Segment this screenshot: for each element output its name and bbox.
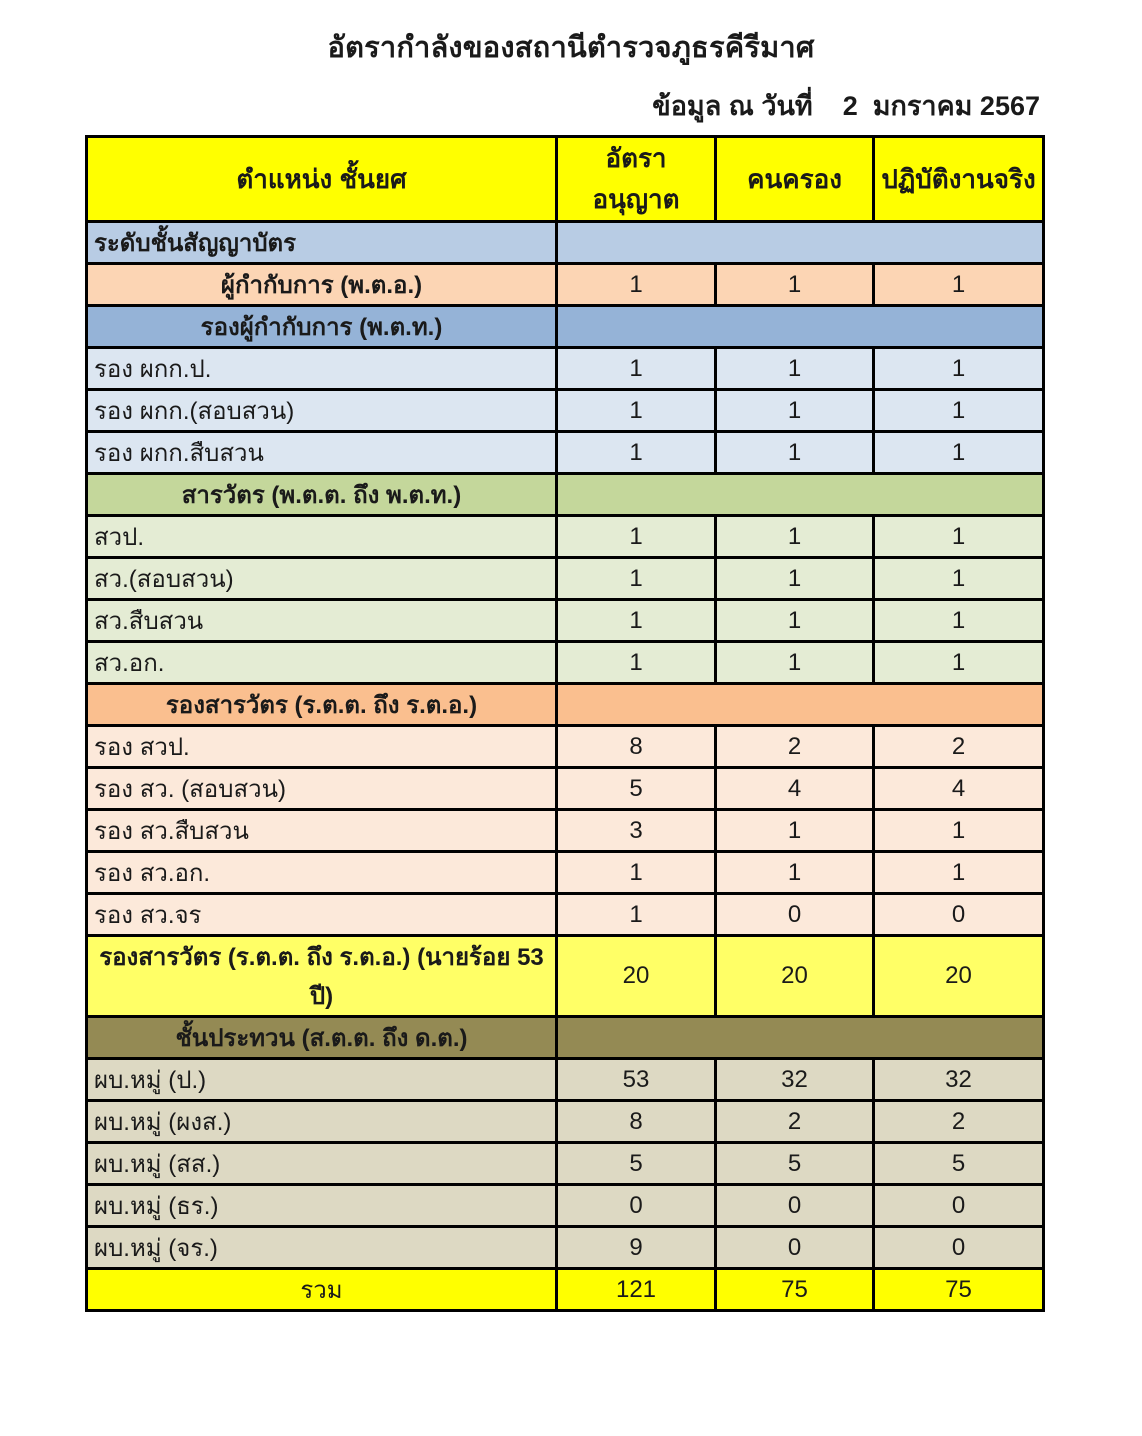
row-value: 75 [716, 1269, 874, 1311]
row-label: รอง ผกก.(สอบสวน) [87, 390, 557, 432]
row-label: สวป. [87, 516, 557, 558]
row-value: 4 [716, 768, 874, 810]
row-value: 75 [874, 1269, 1044, 1311]
row-value: 1 [874, 642, 1044, 684]
row-value: 1 [557, 390, 716, 432]
table-row [87, 894, 1044, 936]
row-value: 1 [716, 516, 874, 558]
row-value: 2 [874, 726, 1044, 768]
row-value: 1 [716, 810, 874, 852]
row-value: 2 [716, 726, 874, 768]
table-row [87, 768, 1044, 810]
row-value: 1 [716, 432, 874, 474]
row-value: 1 [874, 810, 1044, 852]
table-row [87, 1017, 1044, 1059]
row-label: สว.(สอบสวน) [87, 558, 557, 600]
row-value: 20 [557, 936, 716, 1017]
row-value: 0 [716, 1227, 874, 1269]
row-value: 1 [874, 264, 1044, 306]
row-value: 0 [716, 894, 874, 936]
table-row [87, 348, 1044, 390]
table-row [87, 306, 1044, 348]
row-value: 32 [716, 1059, 874, 1101]
row-value: 2 [716, 1101, 874, 1143]
row-value: 1 [557, 432, 716, 474]
page-title: อัตรากำลังของสถานีตำรวจภูธรคีรีมาศ [327, 32, 815, 64]
row-value: 1 [716, 600, 874, 642]
row-value: 1 [874, 432, 1044, 474]
row-value: 1 [716, 558, 874, 600]
row-value: 20 [716, 936, 874, 1017]
row-value: 0 [874, 1185, 1044, 1227]
row-value: 1 [557, 894, 716, 936]
table-row [87, 852, 1044, 894]
table-header-row [87, 137, 1044, 222]
table-header [87, 137, 1044, 222]
table-row [87, 558, 1044, 600]
table-row [87, 1269, 1044, 1311]
row-empty-span [557, 1017, 1044, 1059]
row-label: ผบ.หมู่ (ผงส.) [87, 1101, 557, 1143]
table-row [87, 516, 1044, 558]
data-as-of-date: ข้อมูล ณ วันที่ 2 มกราคม 2567 [652, 91, 1040, 121]
table-row [87, 936, 1044, 1017]
row-label: ระดับชั้นสัญญาบัตร [87, 222, 557, 264]
row-label: รอง สว.สืบสวน [87, 810, 557, 852]
row-value: 0 [557, 1185, 716, 1227]
row-value: 121 [557, 1269, 716, 1311]
row-label: รองสารวัตร (ร.ต.ต. ถึง ร.ต.อ.) [87, 684, 557, 726]
row-value: 1 [874, 348, 1044, 390]
row-label: สารวัตร (พ.ต.ต. ถึง พ.ต.ท.) [87, 474, 557, 516]
table-row [87, 1227, 1044, 1269]
row-value: 5 [716, 1143, 874, 1185]
row-label: รองผู้กำกับการ (พ.ต.ท.) [87, 306, 557, 348]
row-value: 20 [874, 936, 1044, 1017]
row-value: 1 [557, 852, 716, 894]
row-value: 53 [557, 1059, 716, 1101]
column-header-position-rank: ตำแหน่ง ชั้นยศ [87, 137, 557, 222]
row-value: 5 [874, 1143, 1044, 1185]
row-label: รอง ผกก.สืบสวน [87, 432, 557, 474]
row-value: 1 [716, 264, 874, 306]
row-value: 1 [874, 558, 1044, 600]
row-value: 0 [874, 894, 1044, 936]
row-value: 2 [874, 1101, 1044, 1143]
row-label: รวม [87, 1269, 557, 1311]
table-row [87, 1101, 1044, 1143]
table-row [87, 1143, 1044, 1185]
table-row [87, 600, 1044, 642]
table-row [87, 222, 1044, 264]
table-row [87, 726, 1044, 768]
row-value: 1 [716, 852, 874, 894]
row-value: 32 [874, 1059, 1044, 1101]
row-empty-span [557, 306, 1044, 348]
row-value: 8 [557, 1101, 716, 1143]
row-label: ผบ.หมู่ (จร.) [87, 1227, 557, 1269]
table-row [87, 1059, 1044, 1101]
table-body [87, 222, 1044, 1311]
table-row [87, 684, 1044, 726]
row-value: 1 [716, 390, 874, 432]
row-value: 0 [716, 1185, 874, 1227]
row-value: 4 [874, 768, 1044, 810]
row-value: 1 [874, 390, 1044, 432]
row-value: 1 [874, 600, 1044, 642]
row-value: 9 [557, 1227, 716, 1269]
column-header-authorized: อัตราอนุญาต [557, 137, 716, 222]
row-empty-span [557, 474, 1044, 516]
table-row [87, 810, 1044, 852]
staffing-table [85, 135, 1045, 1312]
row-label: รอง สว. (สอบสวน) [87, 768, 557, 810]
row-value: 1 [557, 348, 716, 390]
row-empty-span [557, 684, 1044, 726]
row-value: 5 [557, 1143, 716, 1185]
table-row [87, 390, 1044, 432]
column-header-occupied: คนครอง [716, 137, 874, 222]
row-empty-span [557, 222, 1044, 264]
row-value: 1 [557, 642, 716, 684]
column-header-actual-working: ปฏิบัติงานจริง [874, 137, 1044, 222]
row-value: 1 [557, 264, 716, 306]
row-label: รอง ผกก.ป. [87, 348, 557, 390]
row-value: 1 [557, 558, 716, 600]
row-value: 1 [874, 516, 1044, 558]
row-value: 1 [874, 852, 1044, 894]
table-row [87, 474, 1044, 516]
row-label: สว.อก. [87, 642, 557, 684]
row-label: ชั้นประทวน (ส.ต.ต. ถึง ด.ต.) [87, 1017, 557, 1059]
row-label: สว.สืบสวน [87, 600, 557, 642]
row-label: รอง สว.อก. [87, 852, 557, 894]
row-label: รอง สวป. [87, 726, 557, 768]
row-value: 8 [557, 726, 716, 768]
row-value: 1 [557, 600, 716, 642]
row-value: 0 [874, 1227, 1044, 1269]
row-value: 1 [716, 348, 874, 390]
row-label: รอง สว.จร [87, 894, 557, 936]
row-value: 5 [557, 768, 716, 810]
row-label: ผบ.หมู่ (ป.) [87, 1059, 557, 1101]
row-value: 1 [716, 642, 874, 684]
table-row [87, 1185, 1044, 1227]
table-row [87, 642, 1044, 684]
row-label: รองสารวัตร (ร.ต.ต. ถึง ร.ต.อ.) (นายร้อย 53 ปี) [87, 936, 557, 1017]
table-row [87, 432, 1044, 474]
table-row [87, 264, 1044, 306]
row-value: 1 [557, 516, 716, 558]
row-label: ผบ.หมู่ (สส.) [87, 1143, 557, 1185]
row-label: ผู้กำกับการ (พ.ต.อ.) [87, 264, 557, 306]
row-value: 3 [557, 810, 716, 852]
row-label: ผบ.หมู่ (ธร.) [87, 1185, 557, 1227]
